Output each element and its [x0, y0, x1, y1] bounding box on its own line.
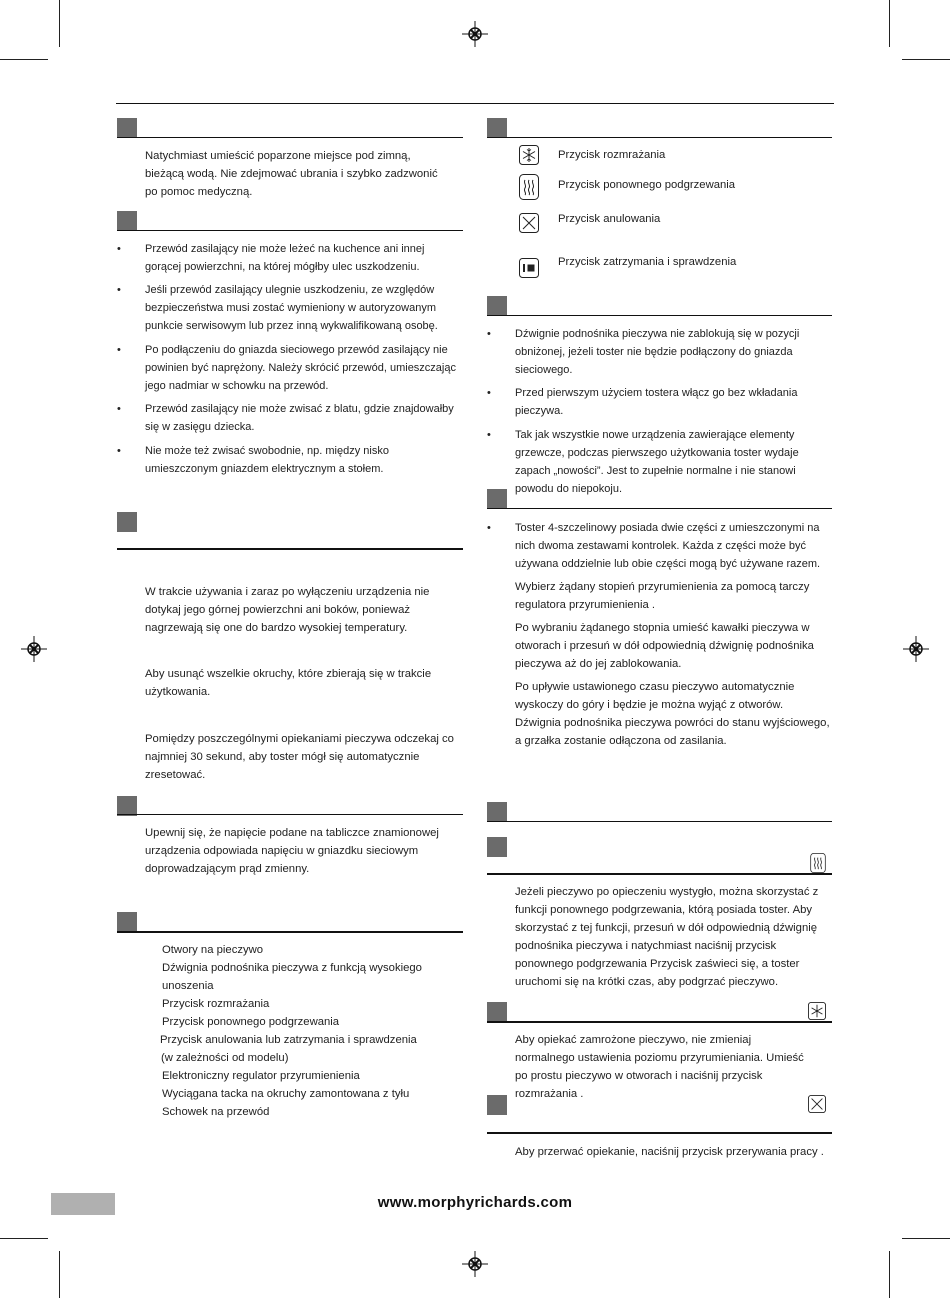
crop-mark: [902, 59, 950, 60]
section-rule: [117, 814, 463, 815]
section-marker: [487, 296, 507, 316]
crop-mark: [0, 59, 48, 60]
list-item: Schowek na przewód: [162, 1106, 270, 1118]
stop-check-button-label: Przycisk zatrzymania i sprawdzenia: [558, 256, 737, 268]
toasting-step-1: Wybierz żądany stopień przyrumienienia za pomocą tarczy regulatora przyrumienienia .: [515, 581, 810, 611]
defrost-text: Aby opiekać zamrożone pieczywo, nie zmieniaj normalnego ustawienia poziomu przyrumieniania. Umieść po prostu pieczywo w otworach i naciśnij przycisk rozmrażania .: [515, 1034, 804, 1100]
cancel-button-label: Przycisk anulowania: [558, 213, 661, 225]
reheat-text: Jeżeli pieczywo po opieczeniu wystygło, można skorzystać z funkcji ponownego podgrzewania, którą posiada toster. Aby skorzystać z tej funkcji, przesuń w dół odpowiednią dźwignię podnośnika pieczywa i natychmiast naciśnij przycisk ponownego podgrzewania Przycisk zaświeci się, a toster uruchomi się na krótki czas, aby podgrzać pieczywo.: [515, 886, 819, 988]
header-rule: [116, 103, 834, 104]
section-marker: [487, 1095, 507, 1115]
registration-mark-icon: [462, 21, 488, 47]
section-marker: [117, 211, 137, 231]
section-rule: [487, 821, 832, 822]
cancel-text: Aby przerwać opiekanie, naciśnij przycisk przerywania pracy .: [515, 1146, 824, 1158]
section-marker: [117, 512, 137, 532]
section-rule: [117, 230, 463, 231]
section-marker: [487, 489, 507, 509]
list-item: Wyciągana tacka na okruchy zamontowana z tyłu: [162, 1088, 410, 1100]
crop-mark: [59, 0, 60, 47]
toasting-step-3: Po upływie ustawionego czasu pieczywo automatycznie wyskoczy do góry i będzie je można wyjąć z otworów. Dźwignia podnośnika pieczywa powróci do stanu wyjściowego, a grzałka zostanie odłączona od zasilania.: [515, 681, 830, 747]
cancel-icon: [808, 1095, 826, 1113]
list-item: • Przewód zasilający nie może leżeć na kuchence ani innej gorącej powierzchni, na której mógłby ulec uszkodzeniu.: [117, 243, 425, 273]
crop-mark: [0, 1238, 48, 1239]
features-list: [162, 941, 462, 1121]
reheat-button-label: Przycisk ponownego podgrzewania: [558, 179, 736, 191]
section-rule: [487, 137, 832, 138]
stop-check-icon: [519, 258, 539, 278]
snowflake-icon: [808, 1002, 826, 1020]
list-item: • Przed pierwszym użyciem tostera włącz go bez wkładania pieczywa.: [487, 387, 798, 417]
section-rule: [487, 873, 832, 875]
list-item: • Po podłączeniu do gniazda sieciowego przewód zasilający nie powinien być naprężony. Należy skrócić przewód, umieszczając jego nadmiar w schowku na przewód.: [117, 344, 456, 392]
list-item: • Przewód zasilający nie może zwisać z blatu, gdzie znajdowałby się w zasięgu dziecka.: [117, 403, 454, 433]
toasting-step-2: Po wybraniu żądanego stopnia umieść kawałki pieczywa w otworach i przesuń w dół odpowiednią dźwignię podnośnika pieczywa aż do jej zablokowania.: [515, 622, 814, 670]
cancel-icon: [519, 213, 539, 233]
snowflake-icon: [519, 145, 539, 165]
list-item: unoszenia: [162, 980, 214, 992]
crop-mark: [902, 1238, 950, 1239]
section-rule: [117, 137, 463, 138]
burns-text: Natychmiast umieścić poparzone miejsce pod zimną, bieżącą wodą. Nie zdejmować ubrania i szybko zadzwonić po pomoc medyczną.: [145, 150, 438, 198]
website-link[interactable]: www.morphyrichards.com: [377, 1194, 573, 1211]
list-item: • Toster 4-szczelinowy posiada dwie części z umieszczonymi na nich dwoma zestawami kontrolek. Każda z części może być używana oddzielnie lub obie części mogą być używane razem.: [487, 522, 821, 570]
crop-mark: [889, 1251, 890, 1298]
section-marker: [487, 802, 507, 822]
reheat-icon: [519, 174, 539, 200]
list-item: Przycisk ponownego podgrzewania: [162, 1016, 340, 1028]
list-item: • Tak jak wszystkie nowe urządzenia zawierające elementy grzewcze, podczas pierwszego użytkowania toster wydaje zapach „nowości”. Jest to zupełnie normalne i nie stanowi powodu do niepokoju.: [487, 429, 799, 495]
section-marker: [117, 118, 137, 138]
list-item: Przycisk anulowania lub zatrzymania i sprawdzenia: [160, 1034, 417, 1046]
reheat-icon: [810, 853, 826, 873]
section-marker: [487, 837, 507, 857]
crop-mark: [59, 1251, 60, 1298]
section-rule: [487, 315, 832, 316]
registration-mark-icon: [462, 1251, 488, 1277]
list-item: Dźwignia podnośnika pieczywa z funkcją wysokiego: [162, 962, 422, 974]
crop-mark: [889, 0, 890, 47]
list-item: Otwory na pieczywo: [162, 944, 264, 956]
registration-mark-icon: [903, 636, 929, 662]
list-item: Elektroniczny regulator przyrumienienia: [162, 1070, 360, 1082]
registration-mark-icon: [21, 636, 47, 662]
defrost-button-label: Przycisk rozmrażania: [558, 149, 666, 161]
hot-surfaces-text: W trakcie używania i zaraz po wyłączeniu urządzenia nie dotykaj jego górnej powierzchni ani boków, ponieważ nagrzewają się one do bardzo wysokiej temperatury.: [145, 586, 430, 634]
section-marker: [487, 118, 507, 138]
list-item: • Jeśli przewód zasilający ulegnie uszkodzeniu, ze względów bezpieczeństwa musi zostać wymieniony w autoryzowanym punkcie serwisowym lub przez inną wykwalifikowaną osobę.: [117, 284, 438, 332]
pause-text: Pomiędzy poszczególnymi opiekaniami pieczywa odczekaj co najmniej 30 sekund, aby toster mógł się automatycznie zresetować.: [145, 733, 454, 781]
section-marker: [487, 1002, 507, 1022]
crumbs-text: Aby usunąć wszelkie okruchy, które zbierają się w trakcie użytkowania.: [145, 668, 432, 698]
section-rule: [487, 1132, 832, 1134]
section-marker: [117, 912, 137, 932]
section-rule: [117, 931, 463, 933]
section-rule: [487, 1021, 832, 1023]
voltage-text: Upewnij się, że napięcie podane na tabliczce znamionowej urządzenia odpowiada napięciu w gniazdku sieciowym doprowadzającym prąd zmienny.: [145, 827, 439, 875]
section-rule: [487, 508, 832, 509]
section-rule: [117, 548, 463, 550]
list-item: Przycisk rozmrażania: [162, 998, 270, 1010]
section-marker: [117, 796, 137, 816]
list-item: • Dźwignie podnośnika pieczywa nie zablokują się w pozycji obniżonej, jeżeli toster nie będzie podłączony do gniazda sieciowego.: [487, 328, 800, 376]
list-item: (w zależności od modelu): [161, 1052, 289, 1064]
list-item: • Nie może też zwisać swobodnie, np. między nisko umieszczonym gniazdem elektrycznym a stołem.: [117, 445, 389, 475]
